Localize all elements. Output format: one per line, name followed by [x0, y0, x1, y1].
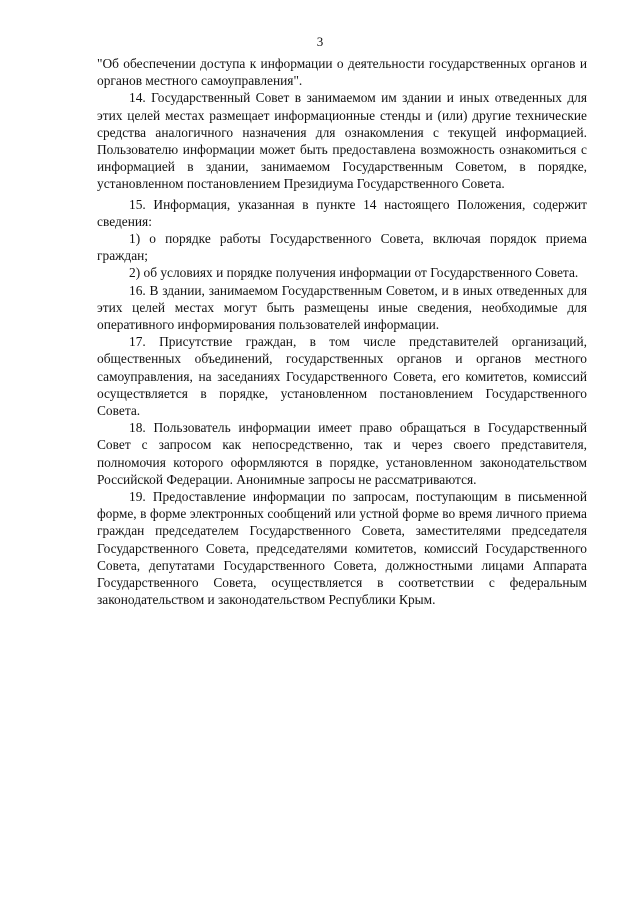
page-number: 3	[316, 34, 324, 49]
paragraph-subitem-1: 1) о порядке работы Государственного Совета, включая порядок приема граждан;	[97, 231, 587, 264]
paragraph-continuation: "Об обеспечении доступа к информации о деятельности государственных органов и органов местного самоуправления".	[97, 56, 587, 89]
paragraph-subitem-2: 2) об условиях и порядке получения информации от Государственного Совета.	[129, 265, 579, 281]
paragraph-item-19: 19. Предоставление информации по запросам, поступающим в письменной форме, в форме электронных сообщений или устной форме во время личного приема граждан председателем Государственного Совета, заместителями председателя Государственного Совета, председателями комитетов, комиссий Государственного Совета, депутатами Государственного Совета, должностными лицами Аппарата Государственного Совета, осуществляется в соответствии с федеральным законодательством и законодательством Республики Крым.	[97, 489, 587, 608]
paragraph-item-17: 17. Присутствие граждан, в том числе представителей организаций, общественных объединений, государственных органов и органов местного самоуправления, на заседаниях Государственного Совета, его комитетов, комиссий осуществляется в порядке, установленном постановлением Государственного Совета.	[97, 334, 587, 419]
document-body	[97, 55, 587, 609]
paragraph-item-18: 18. Пользователь информации имеет право обращаться в Государственный Совет с запросом как непосредственно, так и через своего представителя, полномочия которого оформляются в порядке, установленном законодательством Российской Федерации. Анонимные запросы не рассматриваются.	[97, 420, 587, 487]
paragraph-item-15: 15. Информация, указанная в пункте 14 настоящего Положения, содержит сведения:	[97, 196, 587, 229]
paragraph-item-16: 16. В здании, занимаемом Государственным Советом, и в иных отведенных для этих целей местах могут быть размещены иные сведения, необходимые для оперативного информирования пользователей информации.	[97, 282, 587, 333]
paragraph-item-14: 14. Государственный Совет в занимаемом им здании и иных отведенных для этих целей местах размещает информационные стенды и (или) другие технические средства аналогичного назначения для ознакомления с текущей информацией. Пользователю информации может быть предоставлена возможность ознакомиться с информацией в здании, занимаемом Государственным Советом, в порядке, установленном постановлением Президиума Государственного Совета.	[97, 90, 587, 192]
